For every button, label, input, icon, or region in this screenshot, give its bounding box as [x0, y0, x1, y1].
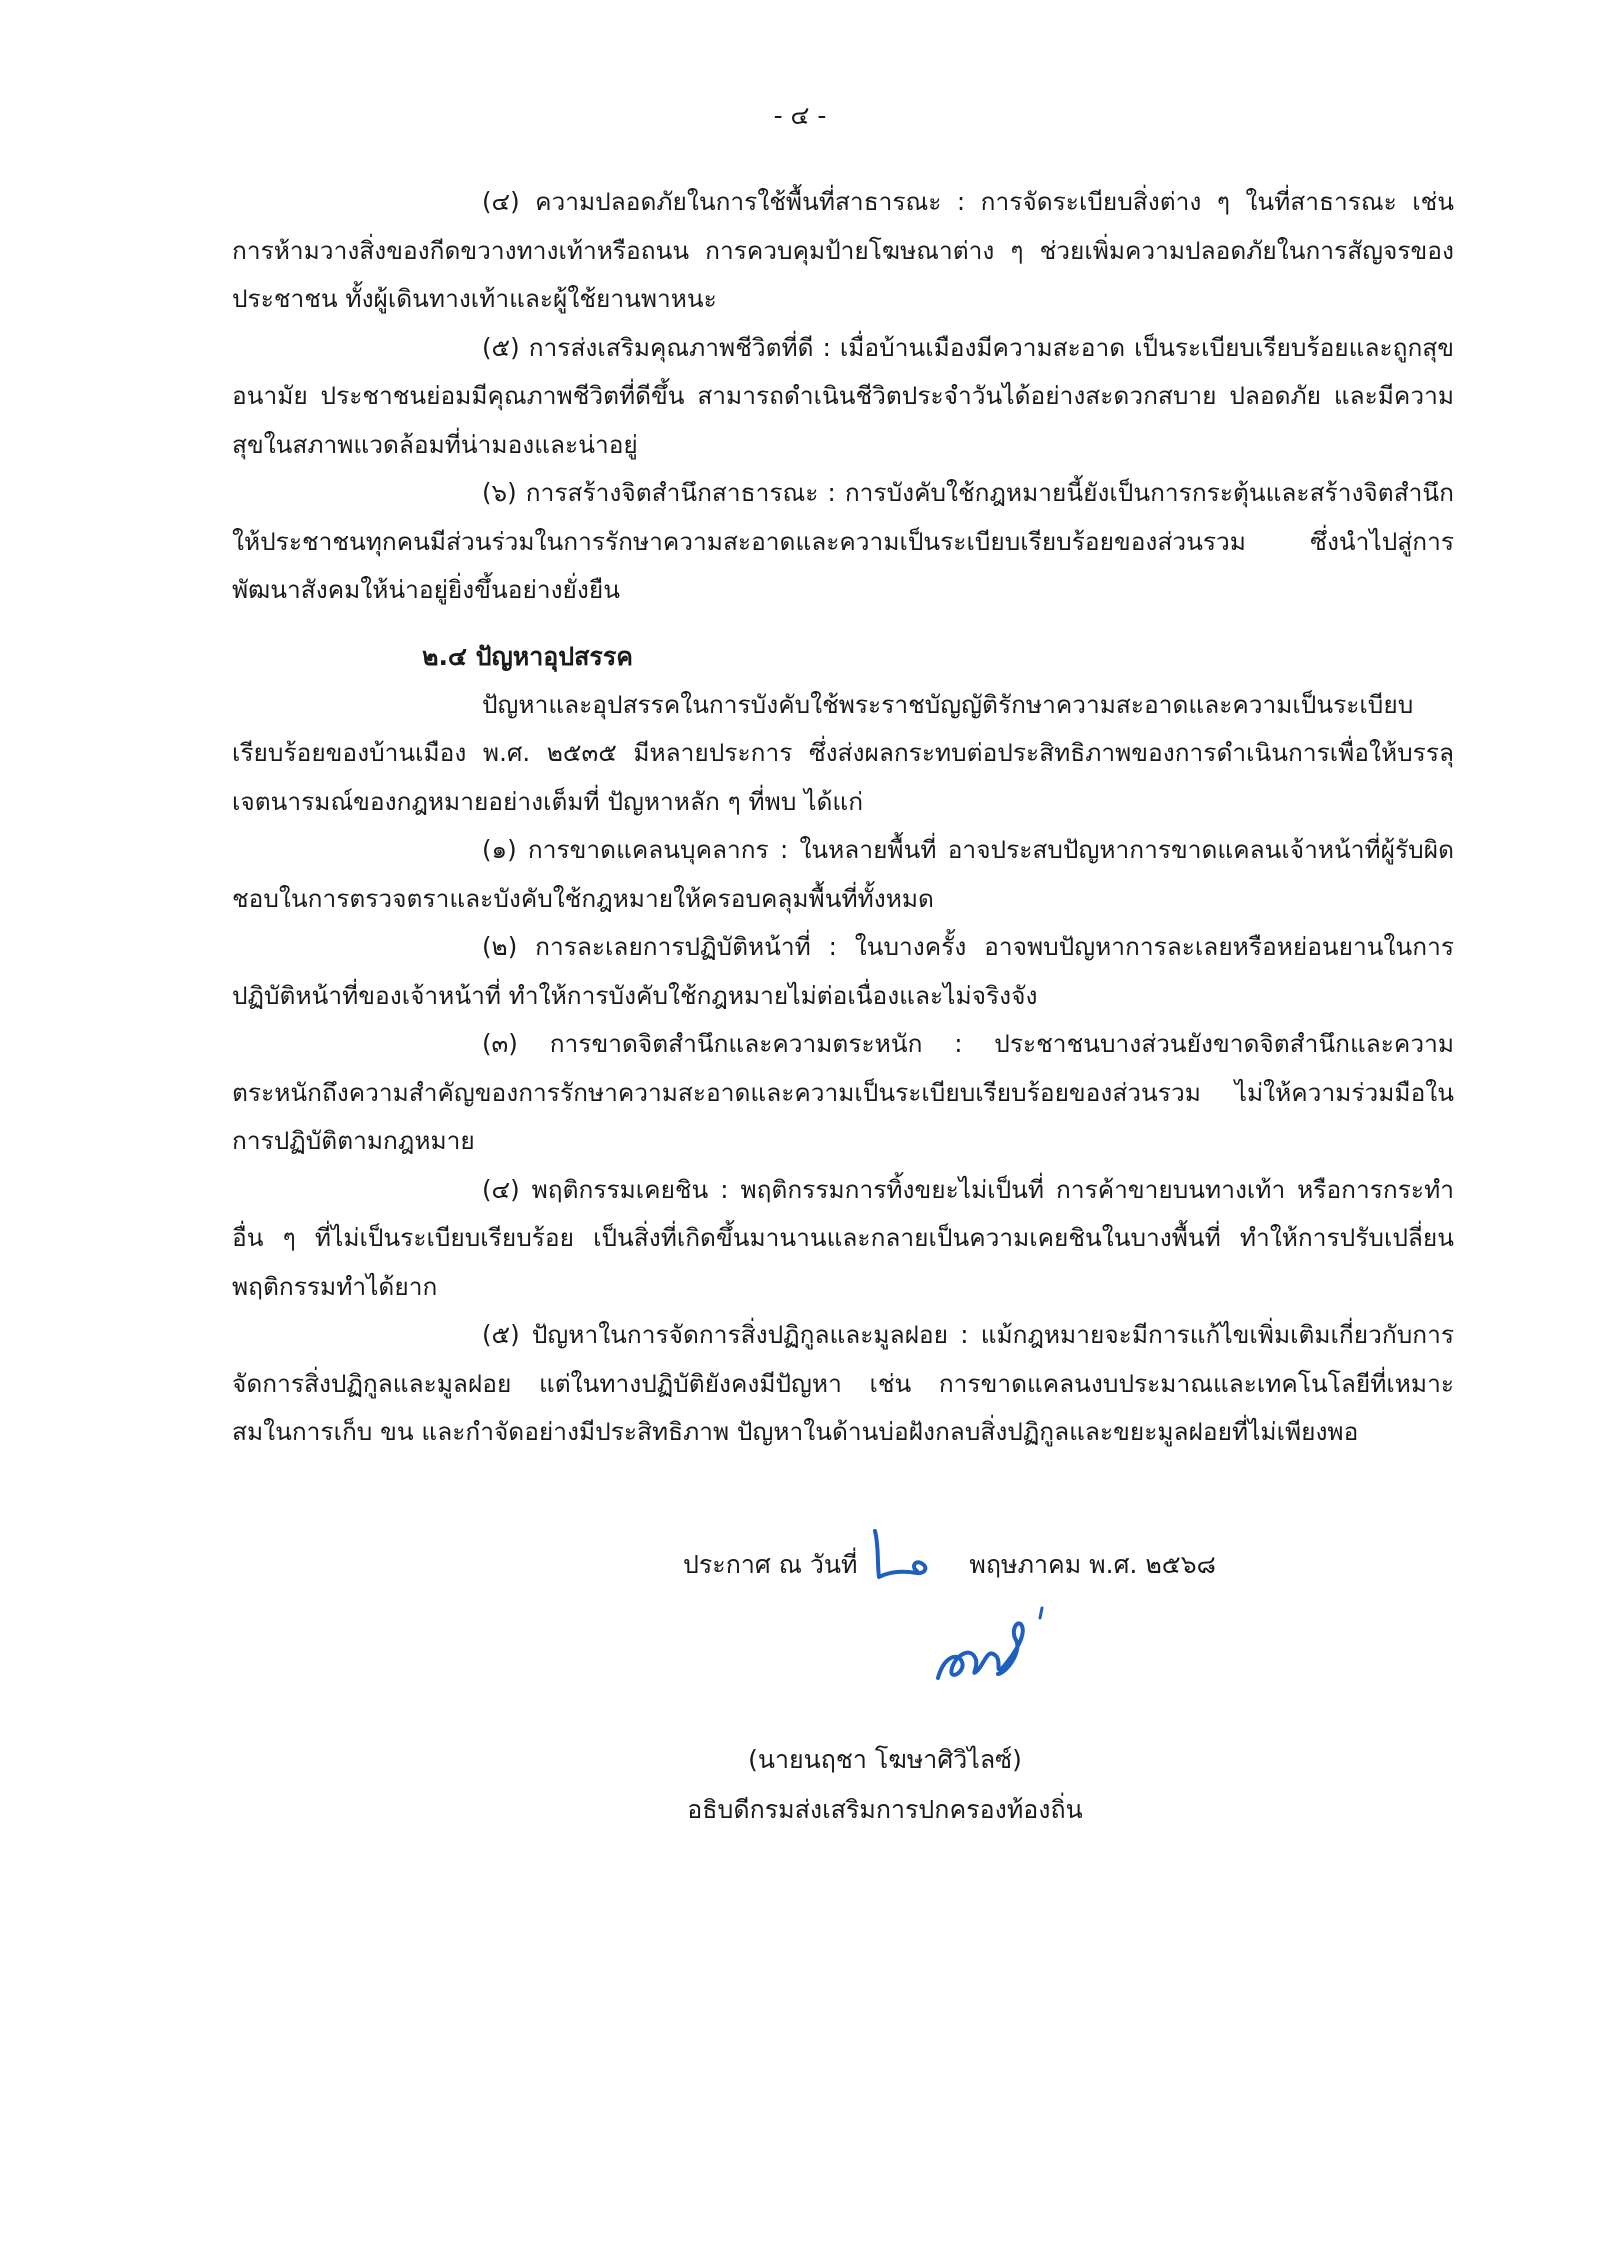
paragraph-public-awareness: (๖) การสร้างจิตสำนึกสาธารณะ : การบังคับใช้กฎหมายนี้ยังเป็นการกระตุ้นและสร้างจิตสำนึกให้ประชาชนทุกคนมีส่วนร่วมในการรักษาความสะอาดและความเป็นระเบียบเรียบร้อยของส่วนรวม ซึ่งนำไปสู่การพัฒนาสังคมให้น่าอยู่ยิ่งขึ้นอย่างยั่งยืน: [232, 478, 1454, 604]
paragraph-quality-of-life: (๕) การส่งเสริมคุณภาพชีวิตที่ดี : เมื่อบ้านเมืองมีความสะอาด เป็นระเบียบเรียบร้อยและถูกสุขอนามัย ประชาชนย่อมมีคุณภาพชีวิตที่ดีขึ้น สามารถดำเนินชีวิตประจำวันได้อย่างสะดวกสบาย ปลอดภัย และมีความสุขในสภาพแวดล้อมที่น่ามองและน่าอยู่: [232, 332, 1454, 459]
paragraph-public-space-safety: (๔) ความปลอดภัยในการใช้พื้นที่สาธารณะ : การจัดระเบียบสิ่งต่าง ๆ ในที่สาธารณะ เช่น การห้ามวางสิ่งของกีดขวางทางเท้าหรือถนน การควบคุมป้ายโฆษณาต่าง ๆ ช่วยเพิ่มความปลอดภัยในการสัญจรของประชาชน ทั้งผู้เดินทางเท้าและผู้ใช้ยานพาหนะ: [232, 187, 1454, 313]
document-body: [232, 178, 1454, 1457]
signer-name: (นายนฤชา โฆษาศิวิไลซ์): [748, 1745, 1022, 1774]
problem-item-lack-of-awareness: (๓) การขาดจิตสำนึกและความตระหนัก : ประชาชนบางส่วนยังขาดจิตสำนึกและความตระหนักถึงความสำคัญของการรักษาความสะอาดและความเป็นระเบียบเรียบร้อยของส่วนรวม ไม่ให้ความร่วมมือในการปฏิบัติตามกฎหมาย: [232, 1029, 1454, 1155]
announcement-prefix: ประกาศ ณ วันที่: [683, 1550, 858, 1579]
announcement-month-year: พฤษภาคม พ.ศ. ๒๕๖๘: [969, 1550, 1216, 1579]
section-heading: ๒.๔ ปัญหาอุปสรรค: [422, 641, 634, 671]
signature: [918, 1596, 1068, 1706]
problem-item-habitual-behavior: (๔) พฤติกรรมเคยชิน : พฤติกรรมการทิ้งขยะไม่เป็นที่ การค้าขายบนทางเท้า หรือการกระทำอื่น ๆ ที่ไม่เป็นระเบียบเรียบร้อย เป็นสิ่งที่เกิดขึ้นมานานและกลายเป็นความเคยชินในบางพื้นที่ ทำให้การปรับเปลี่ยนพฤติกรรมทำได้ยาก: [232, 1174, 1454, 1301]
problem-item-waste-management: (๕) ปัญหาในการจัดการสิ่งปฏิกูลและมูลฝอย : แม้กฎหมายจะมีการแก้ไขเพิ่มเติมเกี่ยวกับการจัดการสิ่งปฏิกูลและมูลฝอย แต่ในทางปฏิบัติยังคงมีปัญหา เช่น การขาดแคลนงบประมาณและเทคโนโลยีที่เหมาะสมในการเก็บ ขน และกำจัดอย่างมีประสิทธิภาพ ปัญหาในด้านบ่อฝังกลบสิ่งปฏิกูลและขยะมูลฝอยที่ไม่เพียงพอ: [232, 1320, 1454, 1446]
handwritten-day: [865, 1551, 961, 1581]
handwritten-day-mark: [865, 1527, 945, 1587]
problem-item-duty-neglect: (๒) การละเลยการปฏิบัติหน้าที่ : ในบางครั้ง อาจพบปัญหาการละเลยหรือหย่อนยานในการปฏิบัติหน้าที่ของเจ้าหน้าที่ ทำให้การบังคับใช้กฎหมายไม่ต่อเนื่องและไม่จริงจัง: [232, 932, 1454, 1010]
signer-title: อธิบดีกรมส่งเสริมการปกครองท้องถิ่น: [687, 1795, 1083, 1824]
page-number: - ๔ -: [773, 101, 827, 130]
problem-item-staff-shortage: (๑) การขาดแคลนบุคลากร : ในหลายพื้นที่ อาจประสบปัญหาการขาดแคลนเจ้าหน้าที่ผู้รับผิดชอบในการตรวจตราและบังคับใช้กฎหมายให้ครอบคลุมพื้นที่ทั้งหมด: [232, 835, 1454, 913]
announcement-date: [683, 1545, 1216, 1585]
section-intro: ปัญหาและอุปสรรคในการบังคับใช้พระราชบัญญัติรักษาความสะอาดและความเป็นระเบียบเรียบร้อยของบ้านเมือง พ.ศ. ๒๕๓๕ มีหลายประการ ซึ่งส่งผลกระทบต่อประสิทธิภาพของการดำเนินการเพื่อให้บรรลุเจตนารมณ์ของกฎหมายอย่างเต็มที่ ปัญหาหลัก ๆ ที่พบ ได้แก่: [232, 689, 1454, 816]
